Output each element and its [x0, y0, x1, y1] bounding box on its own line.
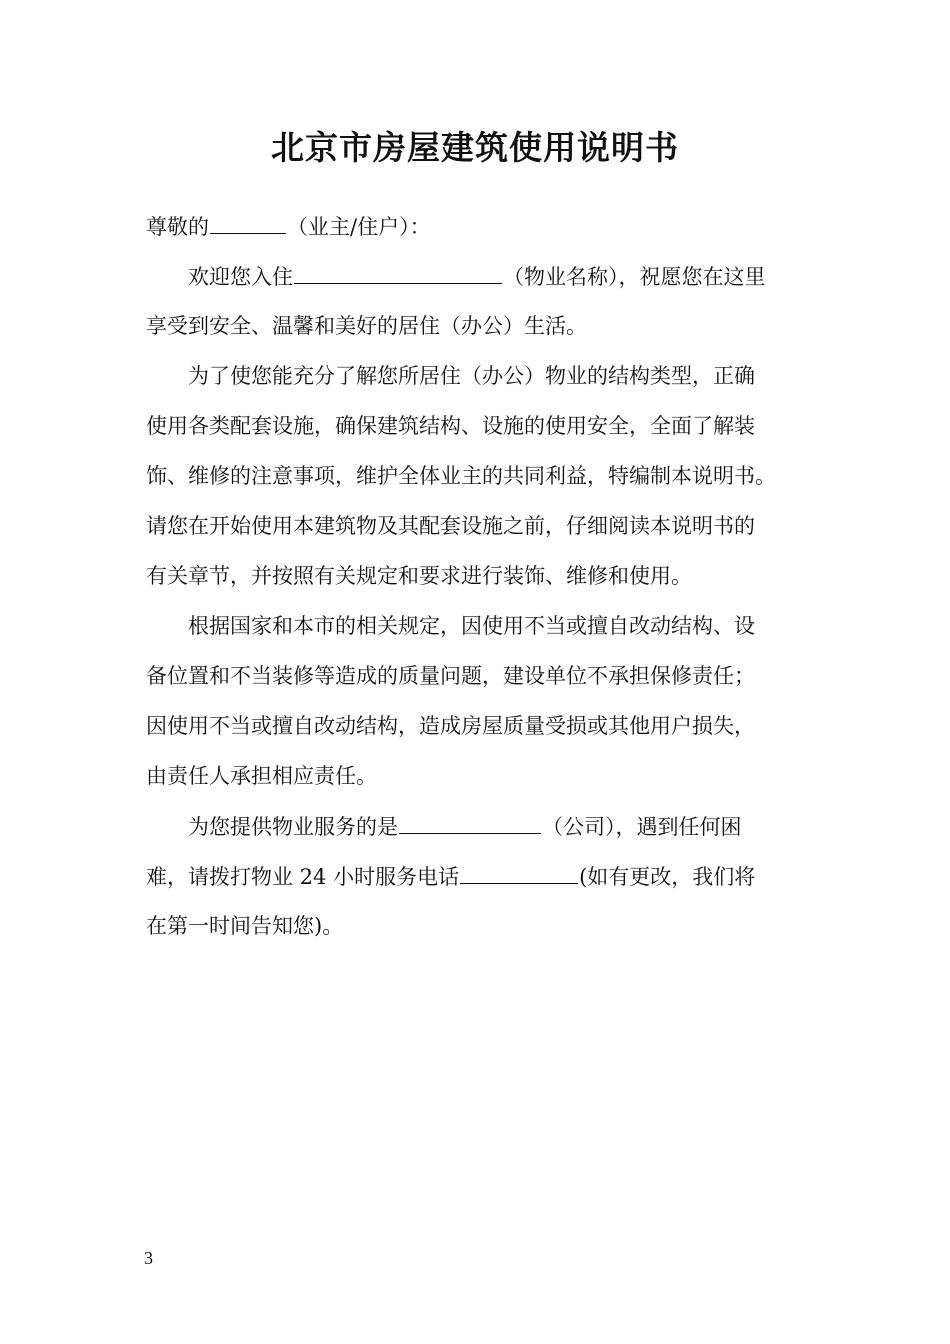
- phone-suffix: (如有更改，我们将: [579, 865, 756, 889]
- paragraph4-prefix: 为您提供物业服务的是: [188, 815, 398, 839]
- paragraph4-line2: [146, 861, 755, 892]
- paragraph1-prefix: 欢迎您入住: [188, 265, 293, 289]
- paragraph2-line3: 饰、维修的注意事项，维护全体业主的共同利益，特编制本说明书。: [146, 464, 776, 488]
- paragraph2-line4: 请您在开始使用本建筑物及其配套设施之前，仔细阅读本说明书的: [146, 514, 755, 538]
- paragraph2-line1: 为了使您能充分了解您所居住（办公）物业的结构类型，正确: [188, 364, 755, 388]
- paragraph4-suffix: （公司），遇到任何困: [542, 815, 742, 839]
- salutation-prefix: 尊敬的: [146, 215, 209, 239]
- paragraph4-line1: [188, 811, 742, 842]
- paragraph2-line5: 有关章节，并按照有关规定和要求进行装饰、维修和使用。: [146, 564, 692, 588]
- paragraph3-line4: 由责任人承担相应责任。: [146, 764, 377, 788]
- paragraph2-line2: 使用各类配套设施，确保建筑结构、设施的使用安全，全面了解装: [146, 414, 755, 438]
- paragraph1-line2: 享受到安全、温馨和美好的居住（办公）生活。: [146, 314, 587, 338]
- document-title: 北京市房屋建筑使用说明书: [271, 128, 679, 167]
- phone-prefix: 难，请拨打物业 24 小时服务电话: [146, 865, 460, 889]
- paragraph3-line3: 因使用不当或擅自改动结构，造成房屋质量受损或其他用户损失，: [146, 714, 755, 738]
- paragraph1-suffix: （物业名称），祝愿您在这里: [503, 265, 766, 289]
- property-name-blank: [294, 261, 502, 284]
- paragraph1-line1: [188, 261, 766, 292]
- paragraph4-line3: 在第一时间告知您)。: [146, 914, 344, 938]
- paragraph3-line2: 备位置和不当装修等造成的质量问题，建设单位不承担保修责任；: [146, 664, 755, 688]
- phone-number-blank: [460, 861, 578, 884]
- salutation-line: [146, 211, 431, 242]
- company-name-blank: [399, 811, 541, 834]
- owner-name-blank: [210, 211, 286, 234]
- paragraph3-line1: 根据国家和本市的相关规定，因使用不当或擅自改动结构、设: [188, 614, 755, 638]
- salutation-suffix: （业主/住户）：: [287, 215, 431, 239]
- page-number: 3: [144, 1248, 153, 1268]
